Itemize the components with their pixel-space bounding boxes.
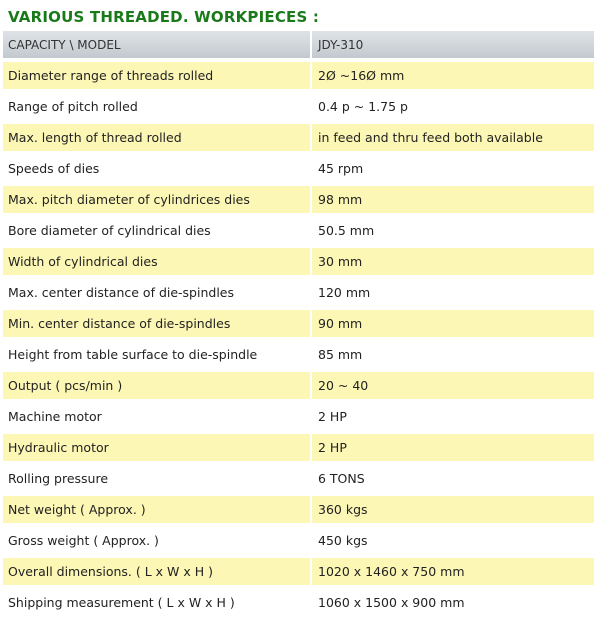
row-value: 450 kgs [312,527,594,558]
row-label: Shipping measurement ( L x W x H ) [3,589,312,620]
row-label: Gross weight ( Approx. ) [3,527,312,558]
table-row [3,589,594,620]
table-row [3,155,594,186]
row-label: Min. center distance of die-spindles [3,310,312,341]
table-row [3,217,594,248]
row-value: 45 rpm [312,155,594,186]
row-label: Max. center distance of die-spindles [3,279,312,310]
row-value: 85 mm [312,341,594,372]
table-row [3,434,594,465]
row-value: 6 TONS [312,465,594,496]
table-row [3,62,594,93]
row-label: Overall dimensions. ( L x W x H ) [3,558,312,589]
row-value: 50.5 mm [312,217,594,248]
table-header-row [3,31,594,62]
table-row [3,186,594,217]
row-value: 98 mm [312,186,594,217]
row-label: Max. length of thread rolled [3,124,312,155]
row-value: 120 mm [312,279,594,310]
spec-table [3,31,594,620]
row-label: Width of cylindrical dies [3,248,312,279]
row-value: 360 kgs [312,496,594,527]
row-value: 1020 x 1460 x 750 mm [312,558,594,589]
row-label: Bore diameter of cylindrical dies [3,217,312,248]
table-row [3,310,594,341]
table-row [3,465,594,496]
table-row [3,248,594,279]
table-row [3,341,594,372]
row-value: 2 HP [312,434,594,465]
row-label: Max. pitch diameter of cylindrices dies [3,186,312,217]
header-model: JDY-310 [312,31,594,62]
row-label: Machine motor [3,403,312,434]
row-value: 2Ø ~16Ø mm [312,62,594,93]
header-capacity: CAPACITY \ MODEL [3,31,312,62]
row-label: Height from table surface to die-spindle [3,341,312,372]
row-value: 1060 x 1500 x 900 mm [312,589,594,620]
row-label: Net weight ( Approx. ) [3,496,312,527]
table-row [3,372,594,403]
row-label: Range of pitch rolled [3,93,312,124]
row-label: Speeds of dies [3,155,312,186]
row-value: in feed and thru feed both available [312,124,594,155]
row-label: Rolling pressure [3,465,312,496]
page-title: VARIOUS THREADED. WORKPIECES : [8,8,320,26]
row-value: 20 ~ 40 [312,372,594,403]
row-label: Hydraulic motor [3,434,312,465]
table-row [3,124,594,155]
table-row [3,403,594,434]
table-row [3,496,594,527]
row-value: 0.4 p ~ 1.75 p [312,93,594,124]
row-value: 90 mm [312,310,594,341]
table-row [3,279,594,310]
table-row [3,558,594,589]
row-value: 30 mm [312,248,594,279]
row-label: Output ( pcs/min ) [3,372,312,403]
table-row [3,93,594,124]
table-row [3,527,594,558]
row-label: Diameter range of threads rolled [3,62,312,93]
row-value: 2 HP [312,403,594,434]
